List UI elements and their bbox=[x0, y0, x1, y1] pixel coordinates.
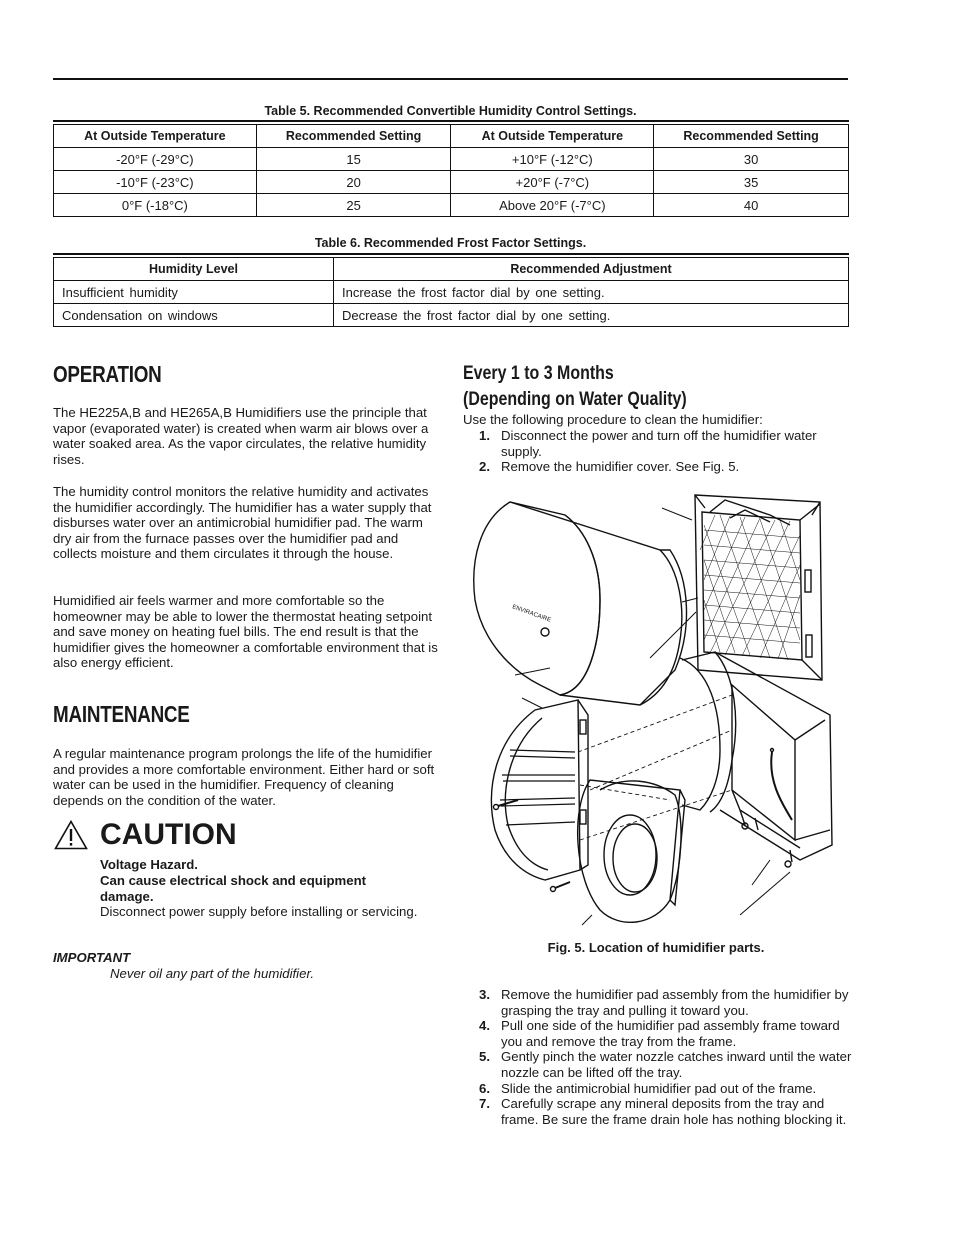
table6-caption: Table 6. Recommended Frost Factor Settings. bbox=[314, 236, 587, 250]
caution-consequence: Can cause electrical shock and equipment damage. bbox=[100, 873, 367, 904]
caution-hazard: Voltage Hazard. bbox=[100, 857, 198, 872]
table-cell: 40 bbox=[654, 194, 849, 217]
caution-instruction: Disconnect power supply before installing or servicing. bbox=[100, 904, 418, 919]
table5-top-rule bbox=[53, 120, 849, 122]
table-cell: -10°F (-23°C) bbox=[54, 171, 257, 194]
table-header-cell: Recommended Adjustment bbox=[334, 258, 849, 281]
list-item: 1. Disconnect the power and turn off the humidifier water supply. bbox=[479, 428, 817, 459]
procedure-intro: Use the following procedure to clean the humidifier: bbox=[463, 412, 763, 427]
list-item: 6. Slide the antimicrobial humidifier pad out of the frame. bbox=[479, 1080, 817, 1096]
steps-list-a bbox=[463, 428, 853, 475]
svg-text:ENVIRACAIRE: ENVIRACAIRE bbox=[511, 604, 552, 624]
table-cell: 30 bbox=[654, 148, 849, 171]
table-cell: Above 20°F (-7°C) bbox=[451, 194, 654, 217]
table-cell: +10°F (-12°C) bbox=[451, 148, 654, 171]
table-cell: Increase the frost factor dial by one setting. bbox=[334, 281, 849, 304]
table-cell: Condensation on windows bbox=[54, 304, 334, 327]
table5-caption: Table 5. Recommended Convertible Humidity Control Settings. bbox=[264, 104, 637, 118]
steps-list-b bbox=[463, 987, 853, 1127]
table-header-row bbox=[54, 258, 849, 281]
list-item: 5. Gently pinch the water nozzle catches inward until the water nozzle can be lifted off the tray. bbox=[479, 1049, 852, 1080]
table-header-cell: Recommended Setting bbox=[256, 125, 451, 148]
header-rule bbox=[53, 78, 848, 80]
table-cell: 15 bbox=[256, 148, 451, 171]
important-label: IMPORTANT bbox=[53, 950, 131, 965]
table-cell: 20 bbox=[256, 171, 451, 194]
operation-paragraph: The HE225A,B and HE265A,B Humidifiers use the principle that vapor (evaporated water) is created when warm air blows over a water soaked area. As the vapor circulates, the relative humidity rises. bbox=[53, 405, 429, 467]
maintenance-heading: MAINTENANCE bbox=[53, 701, 190, 727]
table-header-cell: Humidity Level bbox=[54, 258, 334, 281]
list-item: 7. Carefully scrape any mineral deposits from the tray and frame. Be sure the frame drain hole has nothing blocking it. bbox=[479, 1096, 847, 1127]
table-cell: 25 bbox=[256, 194, 451, 217]
caution-title: CAUTION bbox=[100, 818, 237, 851]
table-row bbox=[54, 194, 849, 217]
table-row bbox=[54, 281, 849, 304]
table-header-cell: At Outside Temperature bbox=[54, 125, 257, 148]
operation-heading: OPERATION bbox=[53, 361, 162, 387]
table-header-cell: At Outside Temperature bbox=[451, 125, 654, 148]
figure-caption: Fig. 5. Location of humidifier parts. bbox=[547, 940, 765, 955]
table5 bbox=[53, 124, 849, 217]
table-cell: 0°F (-18°C) bbox=[54, 194, 257, 217]
table-header-cell: Recommended Setting bbox=[654, 125, 849, 148]
table-cell: +20°F (-7°C) bbox=[451, 171, 654, 194]
table-header-row bbox=[54, 125, 849, 148]
table-cell: Decrease the frost factor dial by one setting. bbox=[334, 304, 849, 327]
operation-paragraph: The humidity control monitors the relative humidity and activates the humidifier accordingly. The humidifier has a water supply that disburses water over an antimicrobial humidifier pad. The warm dry air from the furnace passes over the humidifier pad and collects moisture and them circulates it through the house. bbox=[53, 484, 432, 562]
table6 bbox=[53, 257, 849, 327]
months-heading-line1: Every 1 to 3 Months bbox=[463, 363, 614, 384]
table-cell: Insufficient humidity bbox=[54, 281, 334, 304]
operation-paragraph: Humidified air feels warmer and more comfortable so the homeowner may be able to lower the thermostat heating setpoint and save money on heating fuel bills. The end result is that the humidifier gives the homeowner a comfortable environment that is also energy efficient. bbox=[53, 593, 438, 671]
list-item: 4. Pull one side of the humidifier pad assembly frame toward you and remove the tray from the frame. bbox=[479, 1018, 840, 1049]
maintenance-paragraph: A regular maintenance program prolongs the life of the humidifier and provides a more comfortable environment. Either hard or soft water can be used in the humidifier. Frequency of cleaning depends on the condition of the water. bbox=[53, 746, 435, 808]
list-item: 3. Remove the humidifier pad assembly from the humidifier by grasping the tray and pulling it toward you. bbox=[479, 987, 849, 1018]
months-heading-line2: (Depending on Water Quality) bbox=[463, 389, 687, 410]
humidifier-parts-figure bbox=[470, 490, 850, 930]
list-item: 2. Remove the humidifier cover. See Fig. 5. bbox=[479, 459, 740, 475]
table-row bbox=[54, 171, 849, 194]
table-row bbox=[54, 148, 849, 171]
table-cell: -20°F (-29°C) bbox=[54, 148, 257, 171]
table6-top-rule bbox=[53, 253, 849, 255]
table-row bbox=[54, 304, 849, 327]
table-cell: 35 bbox=[654, 171, 849, 194]
important-text: Never oil any part of the humidifier. bbox=[110, 966, 315, 981]
warning-triangle-icon bbox=[54, 820, 88, 850]
